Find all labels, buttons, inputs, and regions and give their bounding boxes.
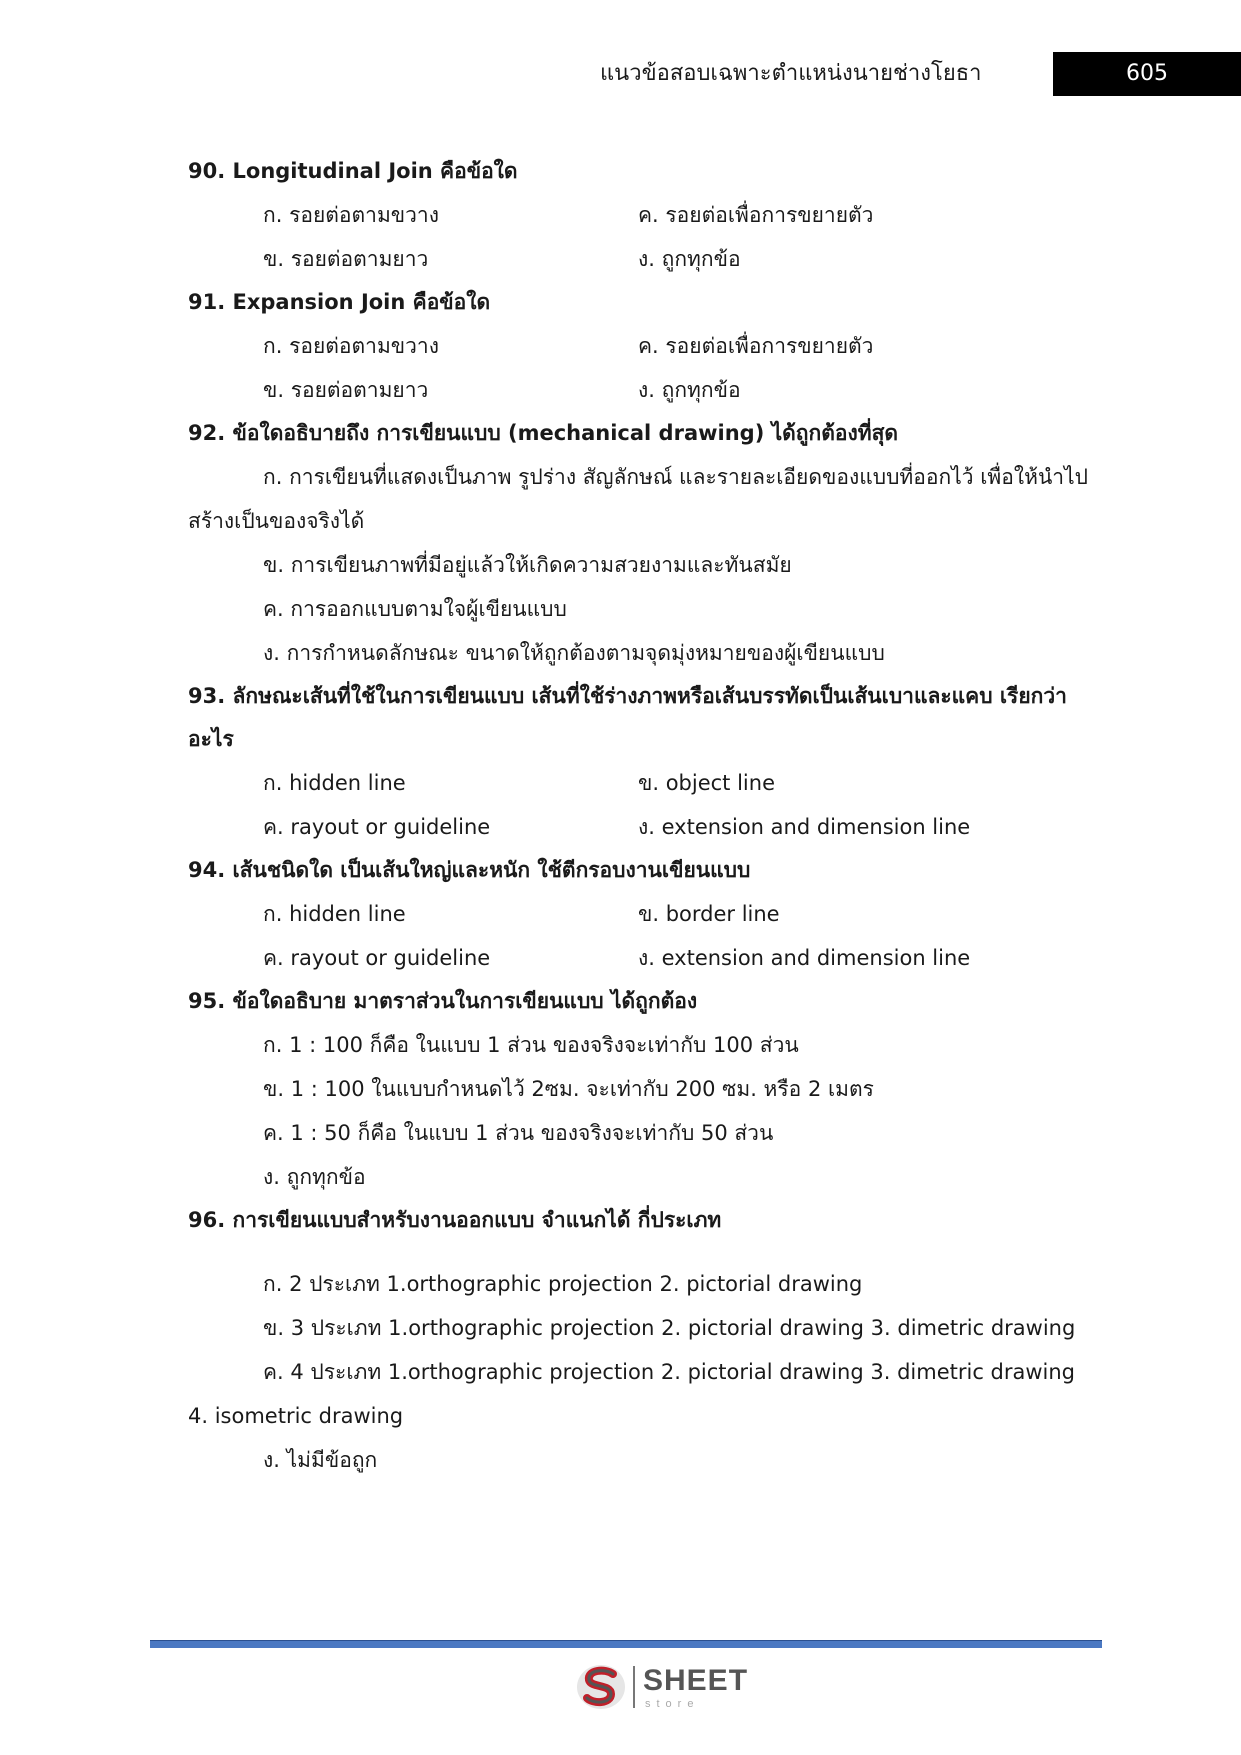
q91-option-d: ง. ถูกทุกข้อ — [638, 378, 741, 402]
question-90: 90. Longitudinal Join คือข้อใด — [188, 159, 518, 183]
q92-option-b: ข. การเขียนภาพที่มีอยู่แล้วให้เกิดความสวยงามและทันสมัย — [263, 553, 792, 577]
logo-subtext: store — [645, 1698, 700, 1710]
q95-option-a: ก. 1 : 100 ก็คือ ในแบบ 1 ส่วน ของจริงจะเท่ากับ 100 ส่วน — [263, 1033, 799, 1057]
q90-option-d: ง. ถูกทุกข้อ — [638, 247, 741, 271]
footer-divider — [150, 1640, 1102, 1648]
q92-option-c: ค. การออกแบบตามใจผู้เขียนแบบ — [263, 597, 567, 621]
q96-option-d: ง. ไม่มีข้อถูก — [263, 1448, 378, 1472]
q90-option-c: ค. รอยต่อเพื่อการขยายตัว — [638, 203, 874, 227]
q91-option-c: ค. รอยต่อเพื่อการขยายตัว — [638, 334, 874, 358]
question-list — [188, 150, 1088, 1482]
q93-option-d: ง. extension and dimension line — [638, 815, 971, 839]
q96-option-b: ข. 3 ประเภท 1.orthographic projection 2. pictorial drawing 3. dimetric drawing — [263, 1316, 1076, 1340]
q94-option-c: ค. rayout or guideline — [263, 946, 491, 970]
q96-option-a: ก. 2 ประเภท 1.orthographic projection 2. pictorial drawing — [263, 1272, 863, 1296]
question-96: 96. การเขียนแบบสำหรับงานออกแบบ จำแนกได้ กี่ประเภท — [188, 1208, 722, 1232]
q93-option-b: ข. object line — [638, 771, 775, 795]
question-94: 94. เส้นชนิดใด เป็นเส้นใหญ่และหนัก ใช้ตีกรอบงานเขียนแบบ — [188, 858, 751, 882]
q95-option-d: ง. ถูกทุกข้อ — [263, 1165, 366, 1189]
page-number-badge: 605 — [1053, 52, 1241, 96]
q91-option-b: ข. รอยต่อตามยาว — [263, 378, 429, 402]
question-92: 92. ข้อใดอธิบายถึง การเขียนแบบ (mechanical drawing) ได้ถูกต้องที่สุด — [188, 421, 899, 445]
q94-option-b: ข. border line — [638, 902, 780, 926]
q96-option-c: ค. 4 ประเภท 1.orthographic projection 2. pictorial drawing 3. dimetric drawing 4. isometric drawing — [188, 1360, 1076, 1428]
question-91: 91. Expansion Join คือข้อใด — [188, 290, 491, 314]
question-95: 95. ข้อใดอธิบาย มาตราส่วนในการเขียนแบบ ได้ถูกต้อง — [188, 989, 698, 1013]
q90-option-b: ข. รอยต่อตามยาว — [263, 247, 429, 271]
q93-option-c: ค. rayout or guideline — [263, 815, 491, 839]
q92-option-d: ง. การกำหนดลักษณะ ขนาดให้ถูกต้องตามจุดมุ่งหมายของผู้เขียนแบบ — [263, 641, 885, 665]
q94-option-a: ก. hidden line — [263, 902, 406, 926]
q95-option-c: ค. 1 : 50 ก็คือ ในแบบ 1 ส่วน ของจริงจะเท่ากับ 50 ส่วน — [263, 1121, 774, 1145]
question-93: 93. ลักษณะเส้นที่ใช้ในการเขียนแบบ เส้นที่ใช้ร่างภาพหรือเส้นบรรทัดเป็นเส้นเบาและแคบ เรียกว่าอะไร — [188, 684, 1067, 751]
q90-option-a: ก. รอยต่อตามขวาง — [263, 203, 439, 227]
q95-option-b: ข. 1 : 100 ในแบบกำหนดไว้ 2ซม. จะเท่ากับ 200 ซม. หรือ 2 เมตร — [263, 1077, 874, 1101]
q93-option-a: ก. hidden line — [263, 771, 406, 795]
q92-option-a: ก. การเขียนที่แสดงเป็นภาพ รูปร่าง สัญลักษณ์ และรายละเอียดของแบบที่ออกไว้ เพื่อให้นำไปสร้างเป็นของจริงได้ — [188, 465, 1088, 533]
logo-text: SHEET — [643, 1664, 749, 1697]
header-title: แนวข้อสอบเฉพาะตำแหน่งนายช่างโยธา — [600, 61, 982, 86]
sheet-store-logo — [575, 1662, 755, 1712]
q91-option-a: ก. รอยต่อตามขวาง — [263, 334, 439, 358]
q94-option-d: ง. extension and dimension line — [638, 946, 971, 970]
logo-s-icon — [575, 1662, 627, 1712]
